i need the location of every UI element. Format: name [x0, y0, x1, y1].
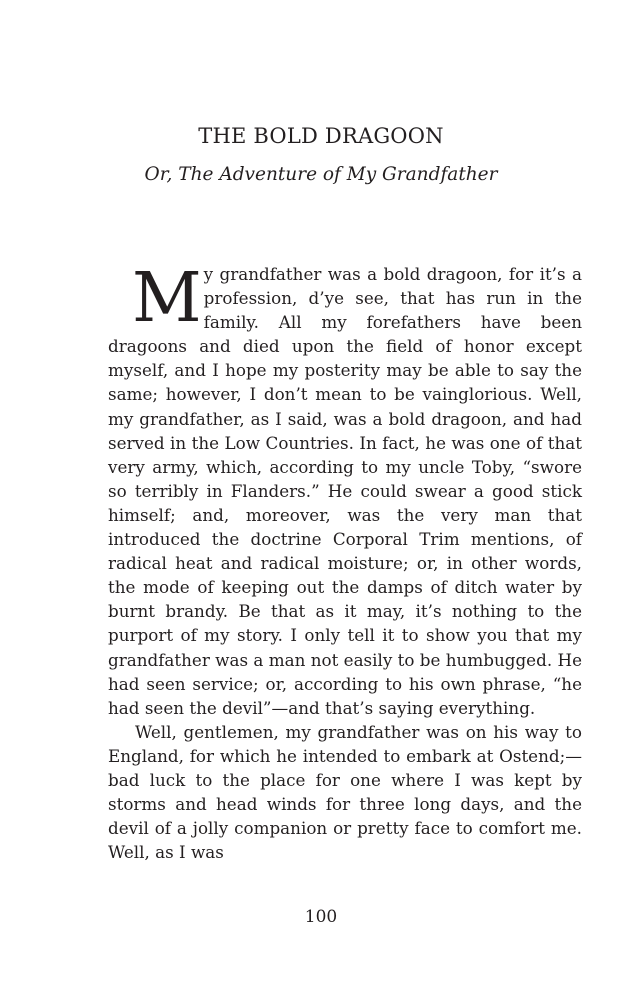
chapter-subtitle: Or, The Adventure of My Grandfather	[144, 164, 498, 185]
drop-cap: M	[132, 259, 202, 338]
paragraph-2: Well, gentlemen, my grandfather was on his way to England, for which he intended to embark at Ostend;—bad luck to the place for one where I was kept by storms and head winds for three long days, and the devil of a jolly companion or pretty face to comfort me. Well, as I was	[108, 721, 582, 863]
paragraph-1-text: y grandfather was a bold dragoon, for it’s a profession, d’ye see, that has run in the family. All my forefathers have been dragoons and died upon the field of honor except myself, and I hope my posterity may be able to say the same; however, I don’t mean to be vainglorious. Well, my grandfather, as I said, was a bold dragoon, and had served in the Low Countries. In fact, he was one of that very army, which, according to my uncle Toby, “swore so terribly in Flanders.” He could swear a good stick himself; and, moreover, was the very man that introduced the doctrine Corporal Trim mentions, of radical heat and radical moisture; or, in other words, the mode of keeping out the damps of ditch water by burnt brandy. Be that as it may, it’s nothing to the purport of my story. I only tell it to show you that my grandfather was a man not easily to be humbugged. He had seen service; or, according to his own phrase, “he had seen the devil”—and that’s saying everything.	[108, 264, 582, 718]
chapter-title: THE BOLD DRAGOON	[198, 124, 444, 148]
body-text	[108, 259, 582, 864]
paragraph-1	[108, 259, 582, 720]
page-number: 100	[304, 907, 338, 927]
